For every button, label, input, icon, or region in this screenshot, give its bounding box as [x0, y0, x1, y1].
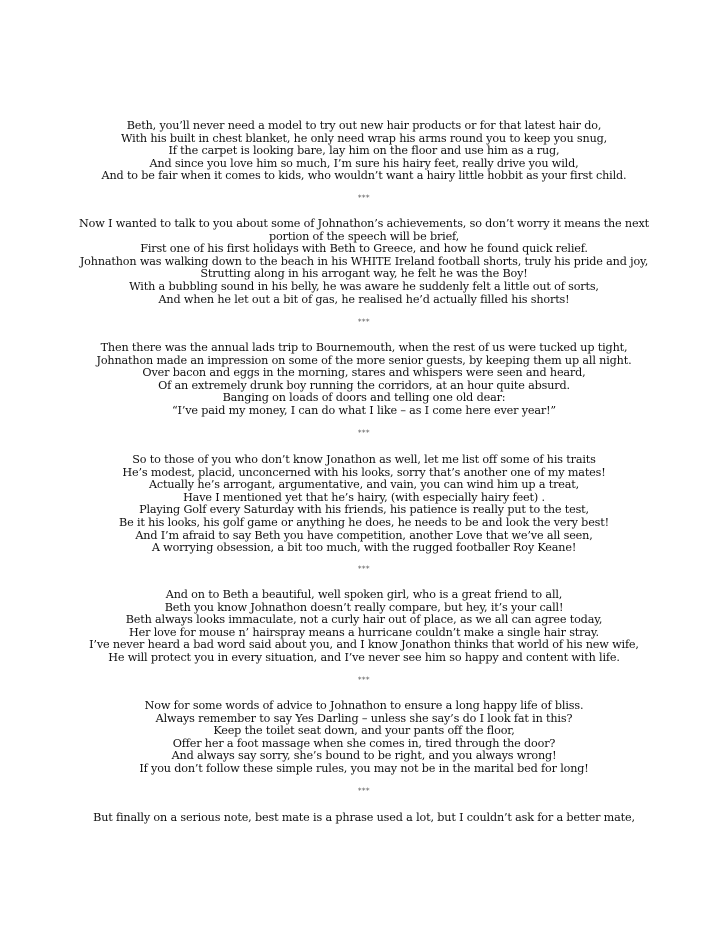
stanza-line: Johnathon made an impression on some of the more senior guests, by keeping them up all night. [96, 353, 632, 367]
stanza-line: Offer her a foot massage when she comes in, tired through the door? [172, 736, 556, 750]
stanza-line: He will protect you in every situation, and I’ve never see him so happy and content with life. [108, 650, 620, 664]
stanza-advice [0, 700, 728, 776]
stanza-line: Strutting along in his arrogant way, he felt he was the Boy! [200, 267, 528, 281]
stanza-line: And on to Beth a beautiful, well spoken girl, who is a great friend to all, [165, 588, 563, 601]
section-separator: *** [358, 676, 370, 684]
stanza-line: If the carpet is looking bare, lay him on the floor and use him as a rug, [168, 144, 560, 158]
stanza-line: Have I mentioned yet that he’s hairy, (with especially hairy feet) . [183, 490, 545, 504]
stanza-line: Of an extremely drunk boy running the corridors, at an hour quite absurd. [158, 378, 570, 392]
stanza-line: He’s modest, placid, unconcerned with his looks, sorry that’s another one of my mates! [122, 465, 606, 479]
section-separator: *** [358, 429, 370, 437]
stanza-line: Johnathon was walking down to the beach in his WHITE Ireland football shorts, truly his pride and joy, [79, 254, 649, 268]
stanza-line: A worrying obsession, a bit too much, with the rugged footballer Roy Keane! [151, 541, 577, 555]
section-separator: *** [358, 318, 370, 326]
stanza-line: portion of the speech will be brief, [268, 229, 460, 243]
stanza-bournemouth [0, 342, 728, 418]
stanza-line: Beth always looks immaculate, not a curly hair out of place, as we all can agree today, [125, 613, 603, 627]
stanza-line: And when he let out a bit of gas, he realised he’d actually filled his shorts! [158, 292, 570, 306]
stanza-line: Be it his looks, his golf game or anything he does, he needs to be and look the very best! [119, 515, 609, 529]
stanza-line: Now for some words of advice to Johnathon to ensure a long happy life of bliss. [144, 699, 584, 712]
stanza-line: Then there was the annual lads trip to Bournemouth, when the rest of us were tucked up tight, [100, 341, 628, 354]
section-separator: *** [358, 565, 370, 573]
stanza-line: Actually he’s arrogant, argumentative, and vain, you can wind him up a treat, [148, 478, 580, 492]
stanza-line: If you don’t follow these simple rules, you may not be in the marital bed for long! [139, 761, 589, 775]
stanza-line: Over bacon and eggs in the morning, stares and whispers were seen and heard, [142, 366, 586, 380]
stanza-line: And to be fair when it comes to kids, who wouldn’t want a hairy little hobbit as your first child. [101, 169, 627, 183]
stanza-line: Banging on loads of doors and telling one old dear: [222, 391, 506, 405]
stanza-line: With his built in chest blanket, he only need wrap his arms round you to keep you snug, [120, 131, 608, 145]
stanza-hair [0, 120, 728, 183]
stanza-beth [0, 589, 728, 665]
stanza-line: Beth you know Johnathon doesn’t really compare, but hey, it’s your call! [164, 600, 564, 614]
stanza-traits [0, 454, 728, 555]
stanza-line: I’ve never heard a bad word said about you, and I know Jonathon thinks that world of his new wife, [89, 638, 639, 652]
stanza-line: “I’ve paid my money, I can do what I like – as I come here ever year!” [171, 403, 556, 417]
stanza-line: And always say sorry, she’s bound to be right, and you always wrong! [171, 749, 557, 763]
stanza-line: So to those of you who don’t know Jonathon as well, let me list off some of his traits [132, 453, 596, 466]
stanza-line: Beth, you’ll never need a model to try out new hair products or for that latest hair do, [126, 119, 602, 132]
stanza-line: Keep the toilet seat down, and your pants off the floor, [213, 724, 515, 738]
stanza-achievements [0, 218, 728, 306]
stanza-line: Playing Golf every Saturday with his friends, his patience is really put to the test, [139, 503, 589, 517]
stanza-line: And since you love him so much, I’m sure his hairy feet, really drive you wild, [149, 156, 579, 170]
stanza-closing [0, 812, 728, 825]
section-separator: *** [358, 787, 370, 795]
stanza-line: Her love for mouse n’ hairspray means a hurricane couldn’t make a single hair stray. [129, 625, 599, 639]
stanza-line: First one of his first holidays with Beth to Greece, and how he found quick relief. [140, 242, 588, 256]
stanza-line: Always remember to say Yes Darling – unless she say’s do I look fat in this? [155, 711, 573, 725]
stanza-line: Now I wanted to talk to you about some of Johnathon’s achievements, so don’t worry it means the next [79, 217, 649, 230]
stanza-line: And I’m afraid to say Beth you have competition, another Love that we’ve all seen, [135, 528, 593, 542]
stanza-line: But finally on a serious note, best mate is a phrase used a lot, but I couldn’t ask for a better mate, [93, 811, 635, 824]
section-separator: *** [358, 194, 370, 202]
stanza-line: With a bubbling sound in his belly, he was aware he suddenly felt a little out of sorts, [129, 279, 599, 293]
